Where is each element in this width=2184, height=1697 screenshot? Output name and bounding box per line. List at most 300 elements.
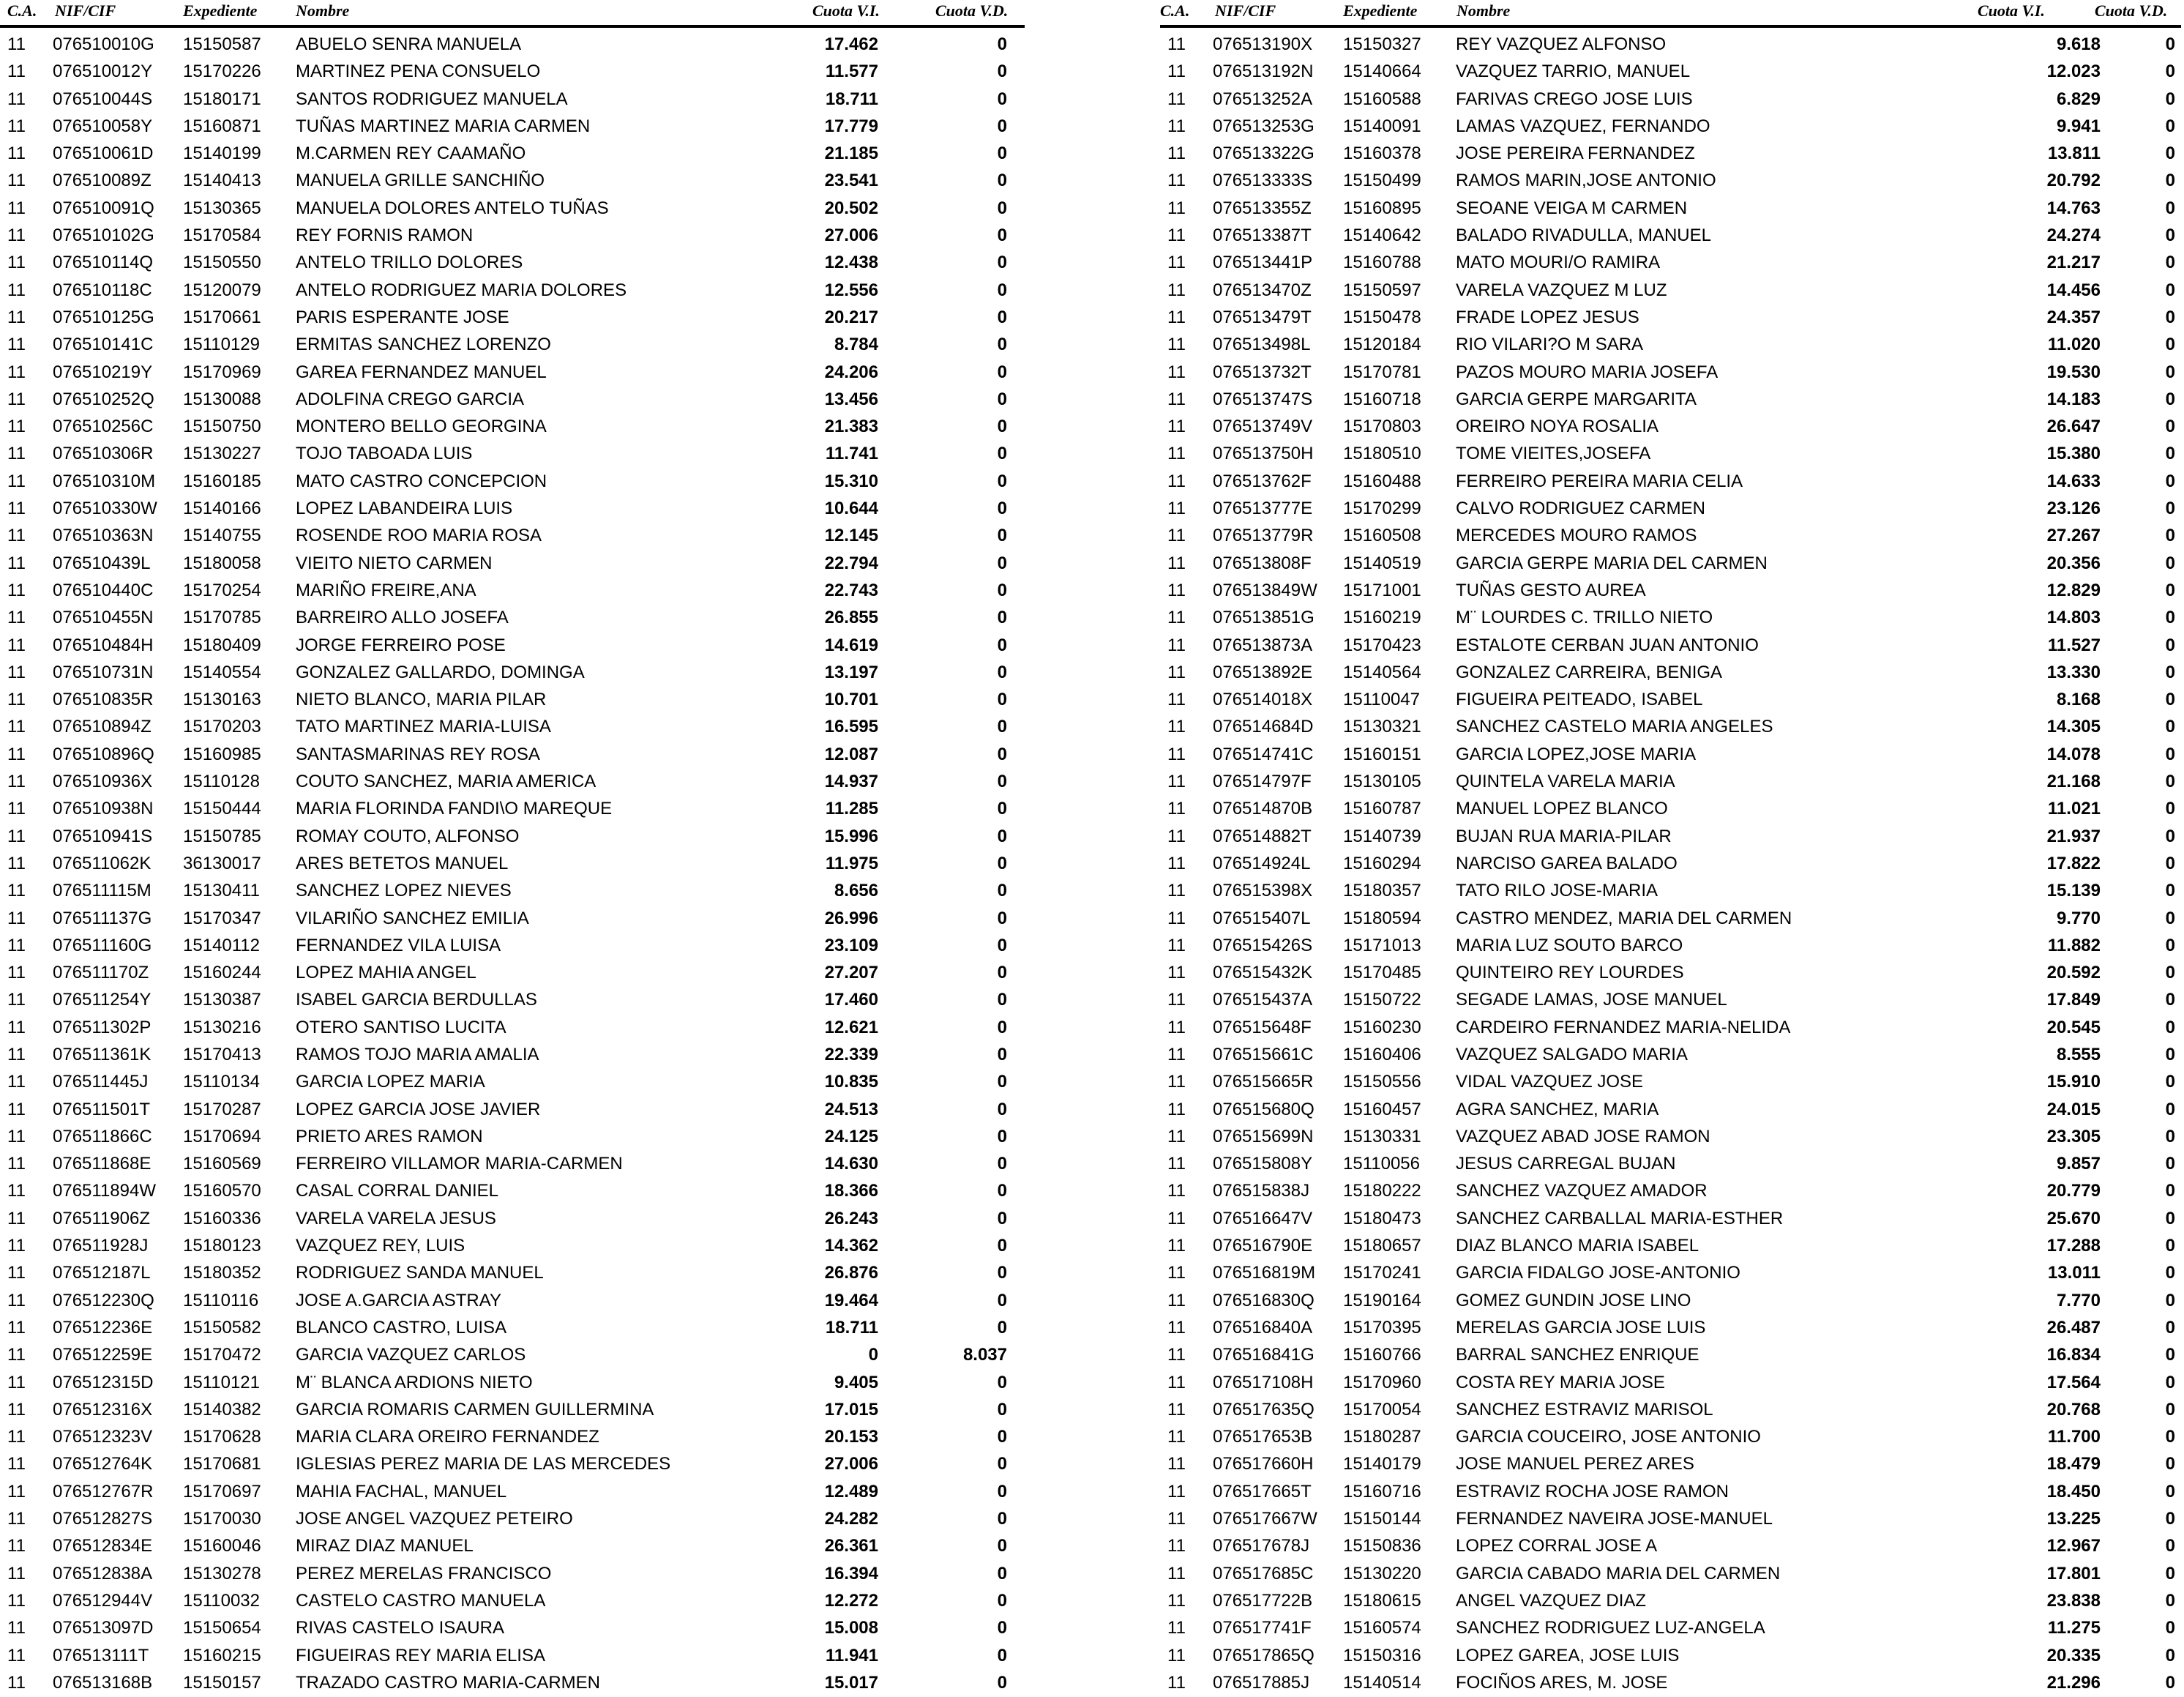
table-row (1160, 1315, 2181, 1342)
cell-expediente: 15180473 (1343, 1208, 1421, 1228)
cell-nif: 076514882T (1213, 826, 1312, 846)
cell-expediente: 15150550 (183, 253, 261, 273)
table-row (0, 31, 1025, 59)
table-row (1160, 223, 2181, 250)
cell-nif: 076511928J (53, 1236, 149, 1256)
cell-expediente: 15130088 (183, 389, 261, 409)
cell-expediente: 15160294 (1343, 853, 1421, 873)
cell-expediente: 15150556 (1343, 1072, 1421, 1092)
cell-expediente: 15110134 (183, 1072, 260, 1092)
cell-cuota-vd: 0 (2165, 744, 2175, 764)
cell-nif: 076517108H (1213, 1372, 1314, 1392)
cell-expediente: 15150587 (183, 34, 261, 54)
cell-cuota-vd: 0 (2165, 853, 2175, 873)
cell-nif: 076513111T (53, 1645, 149, 1666)
cell-cuota-vd: 0 (997, 553, 1007, 573)
cell-cuota-vi: 10.644 (824, 499, 878, 519)
cell-nombre: BUJAN RUA MARIA-PILAR (1456, 826, 1672, 846)
cell-nif: 076510731N (53, 662, 154, 682)
cell-expediente: 15130278 (183, 1563, 261, 1584)
cell-expediente: 15160185 (183, 471, 261, 491)
cell-cuota-vd: 0 (2165, 499, 2175, 519)
cell-expediente: 15160488 (1343, 471, 1421, 491)
cell-cuota-vi: 6.829 (2056, 89, 2101, 109)
cell-cuota-vd: 0 (2165, 1563, 2175, 1584)
cell-expediente: 15170423 (1343, 635, 1421, 655)
cell-cuota-vi: 17.288 (2046, 1236, 2101, 1256)
cell-nombre: IGLESIAS PEREZ MARIA DE LAS MERCEDES (296, 1454, 671, 1474)
cell-nombre: RAMOS MARIN,JOSE ANTONIO (1456, 171, 1716, 191)
cell-cuota-vd: 0 (997, 1263, 1007, 1283)
cell-cuota-vd: 0 (2165, 1072, 2175, 1092)
cell-ca: 11 (1167, 225, 1186, 246)
cell-expediente: 15150478 (1343, 307, 1421, 327)
cell-cuota-vd: 0 (2165, 553, 2175, 573)
table-row (0, 168, 1025, 195)
table-row (0, 878, 1025, 905)
cell-cuota-vi: 17.462 (824, 34, 878, 54)
cell-nombre: CASTELO CASTRO MANUELA (296, 1590, 546, 1611)
cell-nombre: SEOANE VEIGA M CARMEN (1456, 198, 1688, 218)
cell-cuota-vi: 12.272 (824, 1590, 878, 1611)
cell-nif: 076512764K (53, 1454, 153, 1474)
cell-cuota-vi: 21.217 (2046, 253, 2101, 273)
cell-cuota-vi: 9.618 (2056, 34, 2101, 54)
table-row (1160, 824, 2181, 851)
cell-cuota-vi: 24.513 (824, 1099, 878, 1119)
cell-nombre: COSTA REY MARIA JOSE (1456, 1372, 1665, 1392)
table-row (0, 633, 1025, 660)
cell-nif: 076513779R (1213, 526, 1314, 546)
cell-nif: 076514741C (1213, 744, 1314, 764)
cell-cuota-vd: 0 (997, 526, 1007, 546)
cell-cuota-vi: 11.527 (2047, 635, 2101, 655)
cell-nif: 076513762F (1213, 471, 1312, 491)
cell-ca: 11 (7, 1481, 26, 1502)
table-row (1160, 1370, 2181, 1397)
cell-nif: 076510835R (53, 690, 154, 710)
cell-ca: 11 (1167, 1509, 1186, 1529)
cell-ca: 11 (7, 580, 26, 600)
cell-cuota-vd: 0 (2165, 1263, 2175, 1283)
cell-expediente: 15150144 (1343, 1509, 1421, 1529)
cell-cuota-vd: 0 (997, 1399, 1007, 1420)
cell-nif: 076510306R (53, 444, 154, 464)
cell-cuota-vi: 13.197 (824, 662, 878, 682)
cell-nombre: CARDEIRO FERNANDEZ MARIA-NELIDA (1456, 1017, 1791, 1037)
cell-nombre: NIETO BLANCO, MARIA PILAR (296, 690, 547, 710)
cell-ca: 11 (1167, 1536, 1186, 1556)
cell-nif: 076516790E (1213, 1236, 1313, 1256)
left-table-header (0, 0, 1025, 26)
cell-nif: 076510010G (53, 34, 154, 54)
cell-nombre: MANUELA DOLORES ANTELO TUÑAS (296, 198, 609, 218)
cell-nombre: M¨ BLANCA ARDIONS NIETO (296, 1372, 533, 1392)
cell-nif: 076511160G (53, 935, 152, 955)
cell-nombre: MARTINEZ PENA CONSUELO (296, 61, 541, 82)
cell-cuota-vd: 0 (997, 417, 1007, 437)
cell-cuota-vd: 0 (2165, 1454, 2175, 1474)
cell-ca: 11 (1167, 963, 1186, 983)
cell-expediente: 15160219 (1343, 608, 1421, 628)
cell-cuota-vi: 15.380 (2046, 444, 2101, 464)
cell-expediente: 15160570 (183, 1181, 261, 1201)
cell-nif: 076515437A (1213, 990, 1313, 1010)
cell-cuota-vi: 8.168 (2056, 690, 2101, 710)
cell-nif: 076513732T (1213, 362, 1312, 382)
cell-nombre: SANCHEZ CARBALLAL MARIA-ESTHER (1456, 1208, 1784, 1228)
cell-cuota-vi: 21.937 (2046, 826, 2101, 846)
cell-cuota-vd: 0 (2165, 1126, 2175, 1146)
table-row (0, 359, 1025, 387)
cell-nif: 076514797F (1213, 772, 1312, 792)
cell-cuota-vi: 9.941 (2056, 116, 2101, 136)
cell-nombre: VAZQUEZ SALGADO MARIA (1456, 1044, 1688, 1064)
cell-cuota-vd: 0 (997, 1317, 1007, 1338)
cell-nif: 076516841G (1213, 1345, 1314, 1365)
cell-nombre: SANCHEZ RODRIGUEZ LUZ-ANGELA (1456, 1618, 1765, 1638)
table-row (0, 387, 1025, 414)
cell-cuota-vi: 24.282 (824, 1509, 878, 1529)
cell-cuota-vd: 0 (997, 1672, 1007, 1693)
cell-cuota-vi: 14.937 (824, 772, 878, 792)
cell-ca: 11 (7, 1126, 26, 1146)
cell-expediente: 15170661 (183, 307, 261, 327)
cell-expediente: 15130411 (183, 881, 260, 901)
cell-ca: 11 (7, 335, 26, 355)
cell-ca: 11 (1167, 34, 1186, 54)
cell-expediente: 15160151 (1343, 744, 1421, 764)
cell-nombre: TRAZADO CASTRO MARIA-CARMEN (296, 1672, 601, 1693)
cell-nif: 076510125G (53, 307, 154, 327)
cell-nif: 076515661C (1213, 1044, 1314, 1064)
cell-nif: 076511115M (53, 881, 152, 901)
cell-cuota-vi: 8.656 (834, 881, 878, 901)
cell-nombre: REY FORNIS RAMON (296, 225, 474, 246)
table-row (0, 414, 1025, 441)
table-row (1160, 1670, 2181, 1697)
cell-nombre: FARIVAS CREGO JOSE LUIS (1456, 89, 1693, 109)
cell-cuota-vi: 14.362 (824, 1236, 878, 1256)
cell-nombre: CALVO RODRIGUEZ CARMEN (1456, 499, 1705, 519)
cell-ca: 11 (1167, 1672, 1186, 1693)
cell-ca: 11 (1167, 1590, 1186, 1611)
cell-cuota-vi: 17.460 (824, 990, 878, 1010)
table-row (1160, 660, 2181, 687)
cell-nif: 076516840A (1213, 1317, 1313, 1338)
cell-nif: 076513333S (1213, 171, 1313, 191)
cell-nif: 076511361K (53, 1044, 152, 1064)
table-row (1160, 195, 2181, 223)
cell-ca: 11 (1167, 143, 1186, 164)
cell-cuota-vd: 0 (2165, 171, 2175, 191)
cell-ca: 11 (7, 881, 26, 901)
cell-cuota-vd: 0 (997, 1372, 1007, 1392)
table-row (0, 1533, 1025, 1560)
table-row (1160, 987, 2181, 1014)
cell-nombre: RIO VILARI?O M SARA (1456, 335, 1644, 355)
cell-expediente: 15160230 (1343, 1017, 1421, 1037)
cell-nombre: TUÑAS MARTINEZ MARIA CARMEN (296, 116, 591, 136)
table-row (1160, 305, 2181, 332)
table-row (0, 250, 1025, 277)
cell-nombre: ANGEL VAZQUEZ DIAZ (1456, 1590, 1647, 1611)
table-row (1160, 1506, 2181, 1533)
cell-cuota-vi: 24.206 (824, 362, 878, 382)
cell-cuota-vd: 0 (997, 1290, 1007, 1310)
cell-nif: 076511906Z (53, 1208, 151, 1228)
cell-ca: 11 (1167, 662, 1186, 682)
cell-cuota-vd: 0 (2165, 717, 2175, 737)
table-row (0, 277, 1025, 305)
cell-nif: 076510091Q (53, 198, 154, 218)
cell-expediente: 15180222 (1343, 1181, 1421, 1201)
header-expediente: Expediente (183, 1, 258, 20)
table-row (0, 1615, 1025, 1642)
table-row (1160, 1042, 2181, 1069)
cell-ca: 11 (1167, 1263, 1186, 1283)
right-table-body (1160, 31, 2181, 1697)
cell-ca: 11 (7, 1399, 26, 1420)
cell-nombre: GARCIA GERPE MARGARITA (1456, 389, 1697, 409)
cell-nombre: OTERO SANTISO LUCITA (296, 1017, 506, 1037)
table-row (0, 1069, 1025, 1096)
cell-expediente: 15140664 (1343, 61, 1421, 82)
cell-nif: 076513441P (1213, 253, 1313, 273)
cell-expediente: 15170628 (183, 1427, 261, 1447)
cell-ca: 11 (1167, 444, 1186, 464)
cell-cuota-vi: 24.015 (2046, 1099, 2101, 1119)
cell-ca: 11 (7, 1072, 26, 1092)
cell-ca: 11 (1167, 580, 1186, 600)
cell-cuota-vi: 11.285 (825, 799, 878, 819)
cell-nif: 076510484H (53, 635, 154, 655)
header-cuota-vd: Cuota V.D. (935, 1, 1009, 20)
cell-nombre: TOJO TABOADA LUIS (296, 444, 473, 464)
cell-expediente: 15150722 (1343, 990, 1421, 1010)
cell-ca: 11 (1167, 335, 1186, 355)
cell-ca: 11 (7, 389, 26, 409)
cell-ca: 11 (1167, 1126, 1186, 1146)
table-row (0, 1479, 1025, 1506)
cell-cuota-vi: 15.008 (824, 1618, 878, 1638)
cell-nombre: FERNANDEZ VILA LUISA (296, 935, 501, 955)
cell-nif: 076510894Z (53, 717, 152, 737)
cell-ca: 11 (1167, 1645, 1186, 1666)
cell-expediente: 15180657 (1343, 1236, 1421, 1256)
cell-cuota-vd: 0 (997, 799, 1007, 819)
cell-ca: 11 (7, 608, 26, 628)
cell-nombre: MIRAZ DIAZ MANUEL (296, 1536, 474, 1556)
cell-expediente: 15160215 (183, 1645, 261, 1666)
cell-nombre: MATO CASTRO CONCEPCION (296, 471, 547, 491)
cell-cuota-vd: 0 (2165, 1427, 2175, 1447)
table-row (1160, 633, 2181, 660)
cell-expediente: 15140179 (1343, 1454, 1421, 1474)
cell-nif: 076513849W (1213, 580, 1317, 600)
cell-expediente: 15140091 (1343, 116, 1421, 136)
cell-nombre: BARRAL SANCHEZ ENRIQUE (1456, 1345, 1699, 1365)
cell-cuota-vd: 0 (2165, 1290, 2175, 1310)
table-row (0, 1342, 1025, 1369)
cell-expediente: 15160588 (1343, 89, 1421, 109)
cell-cuota-vi: 8.555 (2056, 1044, 2101, 1064)
cell-nif: 076513479T (1213, 307, 1312, 327)
cell-cuota-vd: 0 (997, 198, 1007, 218)
cell-nombre: MARIA CLARA OREIRO FERNANDEZ (296, 1427, 599, 1447)
cell-expediente: 15160508 (1343, 526, 1421, 546)
cell-ca: 11 (1167, 1208, 1186, 1228)
cell-ca: 11 (1167, 471, 1186, 491)
table-row (0, 660, 1025, 687)
cell-cuota-vi: 14.305 (2046, 717, 2101, 737)
cell-ca: 11 (1167, 1017, 1186, 1037)
cell-nif: 076513808F (1213, 553, 1312, 573)
cell-expediente: 15170395 (1343, 1317, 1421, 1338)
cell-ca: 11 (1167, 253, 1186, 273)
cell-nif: 076517722B (1213, 1590, 1313, 1611)
table-row (1160, 714, 2181, 741)
cell-cuota-vi: 13.811 (2047, 143, 2101, 164)
table-row (1160, 960, 2181, 987)
cell-ca: 11 (1167, 1072, 1186, 1092)
cell-cuota-vd: 0 (2165, 417, 2175, 437)
cell-cuota-vd: 0 (997, 853, 1007, 873)
cell-cuota-vi: 12.087 (824, 744, 878, 764)
cell-cuota-vd: 0 (997, 935, 1007, 955)
cell-ca: 11 (7, 1317, 26, 1338)
cell-cuota-vd: 0 (2165, 1345, 2175, 1365)
cell-expediente: 15170785 (183, 608, 261, 628)
cell-nombre: ABUELO SENRA MANUELA (296, 34, 522, 54)
cell-nombre: M.CARMEN REY CAAMAÑO (296, 143, 526, 164)
cell-nombre: ESTALOTE CERBAN JUAN ANTONIO (1456, 635, 1759, 655)
cell-nif: 076510256C (53, 417, 154, 437)
cell-cuota-vd: 0 (2165, 61, 2175, 82)
cell-ca: 11 (1167, 307, 1186, 327)
cell-cuota-vd: 0 (2165, 1645, 2175, 1666)
cell-cuota-vi: 26.996 (824, 908, 878, 928)
cell-ca: 11 (1167, 1481, 1186, 1502)
cell-ca: 11 (7, 772, 26, 792)
cell-nombre: JOSE A.GARCIA ASTRAY (296, 1290, 501, 1310)
cell-cuota-vi: 18.711 (825, 1317, 878, 1338)
table-row (0, 332, 1025, 359)
table-row (0, 59, 1025, 86)
cell-cuota-vd: 8.037 (962, 1345, 1007, 1365)
cell-nombre: PARIS ESPERANTE JOSE (296, 307, 509, 327)
cell-nombre: ERMITAS SANCHEZ LORENZO (296, 335, 551, 355)
table-row (0, 578, 1025, 605)
table-row (0, 1397, 1025, 1424)
table-row (0, 987, 1025, 1014)
cell-cuota-vd: 0 (2165, 881, 2175, 901)
cell-nif: 076512259E (53, 1345, 153, 1365)
cell-expediente: 15140554 (183, 662, 261, 682)
cell-expediente: 15160378 (1343, 143, 1421, 164)
table-row (1160, 578, 2181, 605)
table-row (1160, 796, 2181, 823)
cell-cuota-vd: 0 (997, 253, 1007, 273)
cell-ca: 11 (7, 1099, 26, 1119)
header-nif: NIF/CIF (55, 1, 116, 20)
cell-cuota-vi: 26.243 (824, 1208, 878, 1228)
cell-nif: 076514018X (1213, 690, 1313, 710)
cell-cuota-vi: 22.339 (824, 1044, 878, 1064)
cell-nif: 076515680Q (1213, 1099, 1314, 1119)
cell-nif: 076511894W (53, 1181, 156, 1201)
cell-cuota-vi: 20.768 (2046, 1399, 2101, 1420)
cell-nif: 076515665R (1213, 1072, 1314, 1092)
cell-cuota-vd: 0 (997, 1427, 1007, 1447)
table-row (0, 1370, 1025, 1397)
cell-nif: 076512323V (53, 1427, 153, 1447)
cell-cuota-vi: 23.541 (824, 171, 878, 191)
cell-expediente: 15160895 (1343, 198, 1421, 218)
cell-nif: 076512187L (53, 1263, 151, 1283)
cell-nif: 076512827S (53, 1509, 153, 1529)
cell-cuota-vd: 0 (997, 826, 1007, 846)
cell-expediente: 15170803 (1343, 417, 1421, 437)
cell-nombre: MAHIA FACHAL, MANUEL (296, 1481, 507, 1502)
cell-cuota-vi: 19.464 (824, 1290, 878, 1310)
cell-nif: 076510219Y (53, 362, 153, 382)
cell-cuota-vi: 26.855 (824, 608, 878, 628)
cell-cuota-vd: 0 (997, 1536, 1007, 1556)
cell-expediente: 15160457 (1343, 1099, 1421, 1119)
cell-ca: 11 (1167, 1044, 1186, 1064)
table-row (0, 86, 1025, 113)
cell-ca: 11 (7, 1618, 26, 1638)
cell-nif: 076511062K (53, 853, 152, 873)
cell-expediente: 15150750 (183, 417, 261, 437)
cell-cuota-vi: 17.849 (2046, 990, 2101, 1010)
cell-nombre: SANTOS RODRIGUEZ MANUELA (296, 89, 568, 109)
cell-cuota-vi: 11.975 (825, 853, 878, 873)
table-row (1160, 414, 2181, 441)
cell-cuota-vi: 16.595 (824, 717, 878, 737)
header-rule (0, 25, 1025, 28)
table-row (0, 1288, 1025, 1315)
cell-nif: 076513192N (1213, 61, 1314, 82)
cell-cuota-vd: 0 (2165, 1481, 2175, 1502)
cell-ca: 11 (7, 1645, 26, 1666)
cell-nombre: FERNANDEZ NAVEIRA JOSE-MANUEL (1456, 1509, 1773, 1529)
cell-nif: 076512316X (53, 1399, 153, 1420)
table-row (1160, 906, 2181, 933)
cell-expediente: 15170226 (183, 61, 261, 82)
cell-nombre: VAZQUEZ TARRIO, MANUEL (1456, 61, 1691, 82)
cell-ca: 11 (1167, 717, 1186, 737)
cell-expediente: 15140564 (1343, 662, 1421, 682)
cell-cuota-vi: 11.882 (2047, 935, 2101, 955)
table-row (1160, 441, 2181, 468)
cell-nombre: TOME VIEITES,JOSEFA (1456, 444, 1651, 464)
cell-nif: 076512834E (53, 1536, 153, 1556)
table-row (1160, 1397, 2181, 1424)
table-row (0, 469, 1025, 496)
cell-nombre: MARIÑO FREIRE,ANA (296, 580, 476, 600)
cell-nombre: AGRA SANCHEZ, MARIA (1456, 1099, 1659, 1119)
cell-cuota-vd: 0 (2165, 34, 2175, 54)
cell-nombre: MANUEL LOPEZ BLANCO (1456, 799, 1668, 819)
cell-expediente: 15170584 (183, 225, 261, 246)
cell-nif: 076517865Q (1213, 1645, 1314, 1666)
cell-cuota-vd: 0 (2165, 1017, 2175, 1037)
cell-expediente: 15170485 (1343, 963, 1421, 983)
cell-expediente: 15180615 (1343, 1590, 1421, 1611)
cell-expediente: 15171001 (1343, 580, 1421, 600)
